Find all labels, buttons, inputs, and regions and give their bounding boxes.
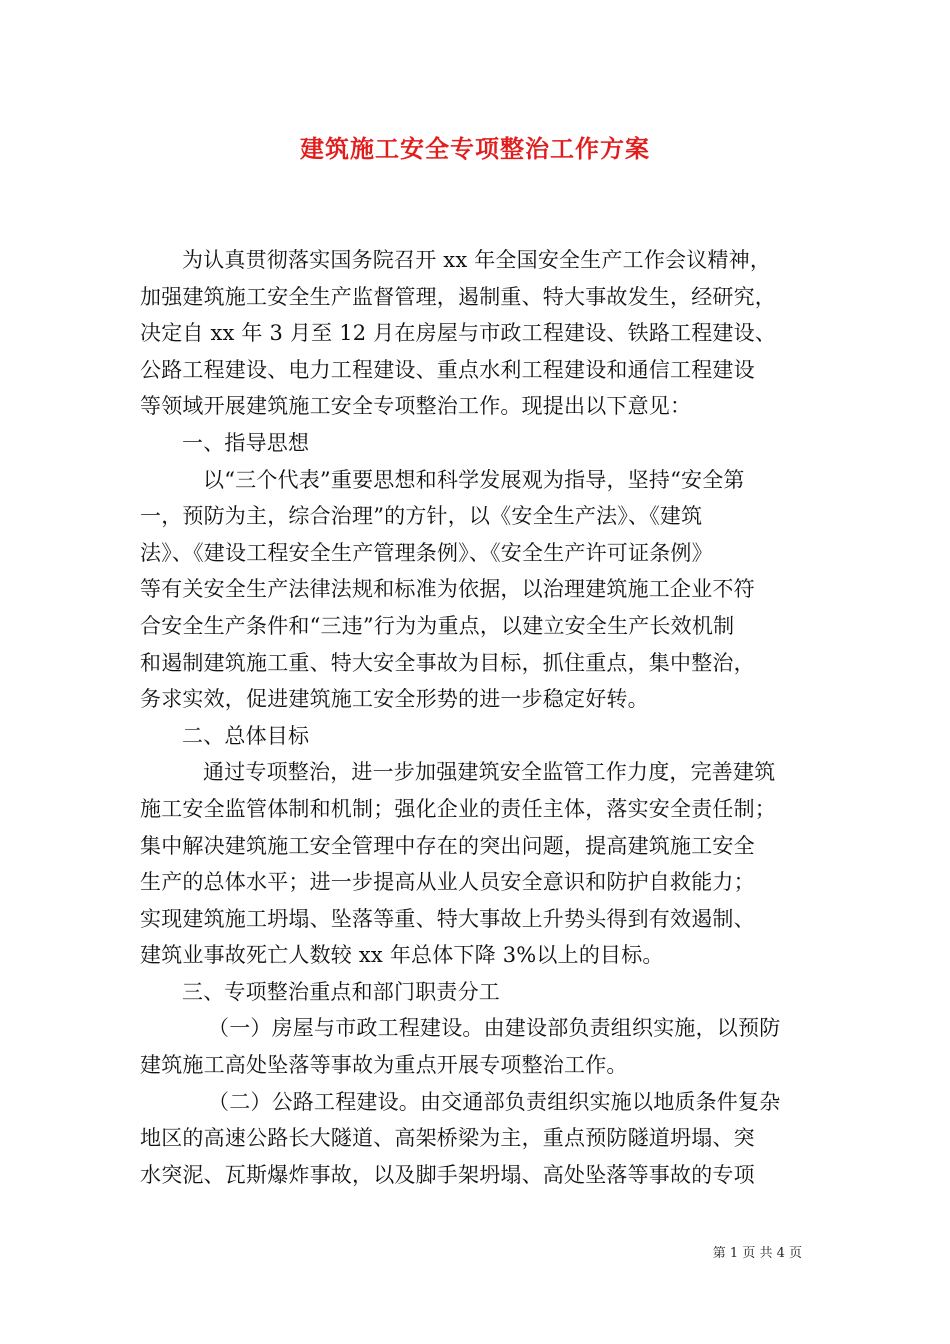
paragraph-line: 实现建筑施工坍塌、坠落等重、特大事故上升势头得到有效遏制、 [140, 906, 755, 931]
paragraph-line: 务求实效，促进建筑施工安全形势的进一步稳定好转。 [140, 687, 649, 712]
paragraph-line: 施工安全监管体制和机制；强化企业的责任主体，落实安全责任制； [140, 796, 776, 821]
paragraph-line: 地区的高速公路长大隧道、高架桥梁为主，重点预防隧道坍塌、突 [140, 1126, 755, 1151]
section-heading: 二、总体目标 [182, 723, 310, 748]
paragraph-line: 以“三个代表”重要思想和科学发展观为指导，坚持“安全第 [203, 467, 745, 492]
document-title: 建筑施工安全专项整治工作方案 [300, 134, 650, 163]
paragraph-line: （二）公路工程建设。由交通部负责组织实施以地质条件复杂 [208, 1089, 781, 1114]
paragraph-line: 为认真贯彻落实国务院召开 xx 年全国安全生产工作会议精神， [182, 248, 772, 272]
paragraph-line: 法》、《建设工程安全生产管理条例》、《安全生产许可证条例》 [140, 540, 713, 565]
paragraph-line: 一，预防为主，综合治理”的方针，以《安全生产法》、《建筑 [140, 504, 703, 529]
paragraph-line: 加强建筑施工安全生产监督管理，遏制重、特大事故发生，经研究， [140, 284, 776, 309]
paragraph-line: 合安全生产条件和“三违”行为为重点，以建立安全生产长效机制 [140, 613, 735, 638]
paragraph-line: 建筑业事故死亡人数较 xx 年总体下降 3%以上的目标。 [140, 943, 664, 968]
paragraph-line: 生产的总体水平；进一步提高从业人员安全意识和防护自救能力； [140, 870, 755, 895]
paragraph-line: （一）房屋与市政工程建设。由建设部负责组织实施，以预防 [208, 1016, 781, 1041]
paragraph-line: 等领域开展建筑施工安全专项整治工作。现提出以下意见： [140, 394, 692, 419]
page-number: 第 1 页 共 4 页 [712, 1246, 802, 1261]
paragraph-line: 集中解决建筑施工安全管理中存在的突出问题，提高建筑施工安全 [140, 833, 755, 858]
section-heading: 三、专项整治重点和部门职责分工 [182, 979, 500, 1004]
paragraph-line: 建筑施工高处坠落等事故为重点开展专项整治工作。 [140, 1053, 628, 1078]
paragraph-line: 决定自 xx 年 3 月至 12 月在房屋与市政工程建设、铁路工程建设、 [140, 321, 777, 346]
paragraph-line: 通过专项整治，进一步加强建筑安全监管工作力度，完善建筑 [203, 760, 776, 785]
paragraph-line: 水突泥、瓦斯爆炸事故，以及脚手架坍塌、高处坠落等事故的专项 [140, 1162, 755, 1187]
section-heading: 一、指导思想 [182, 430, 310, 455]
paragraph-line: 等有关安全生产法律法规和标准为依据，以治理建筑施工企业不符 [140, 577, 755, 602]
paragraph-line: 公路工程建设、电力工程建设、重点水利工程建设和通信工程建设 [140, 357, 755, 382]
document-body [140, 242, 810, 1193]
paragraph-line: 和遏制建筑施工重、特大安全事故为目标，抓住重点，集中整治， [140, 650, 755, 675]
